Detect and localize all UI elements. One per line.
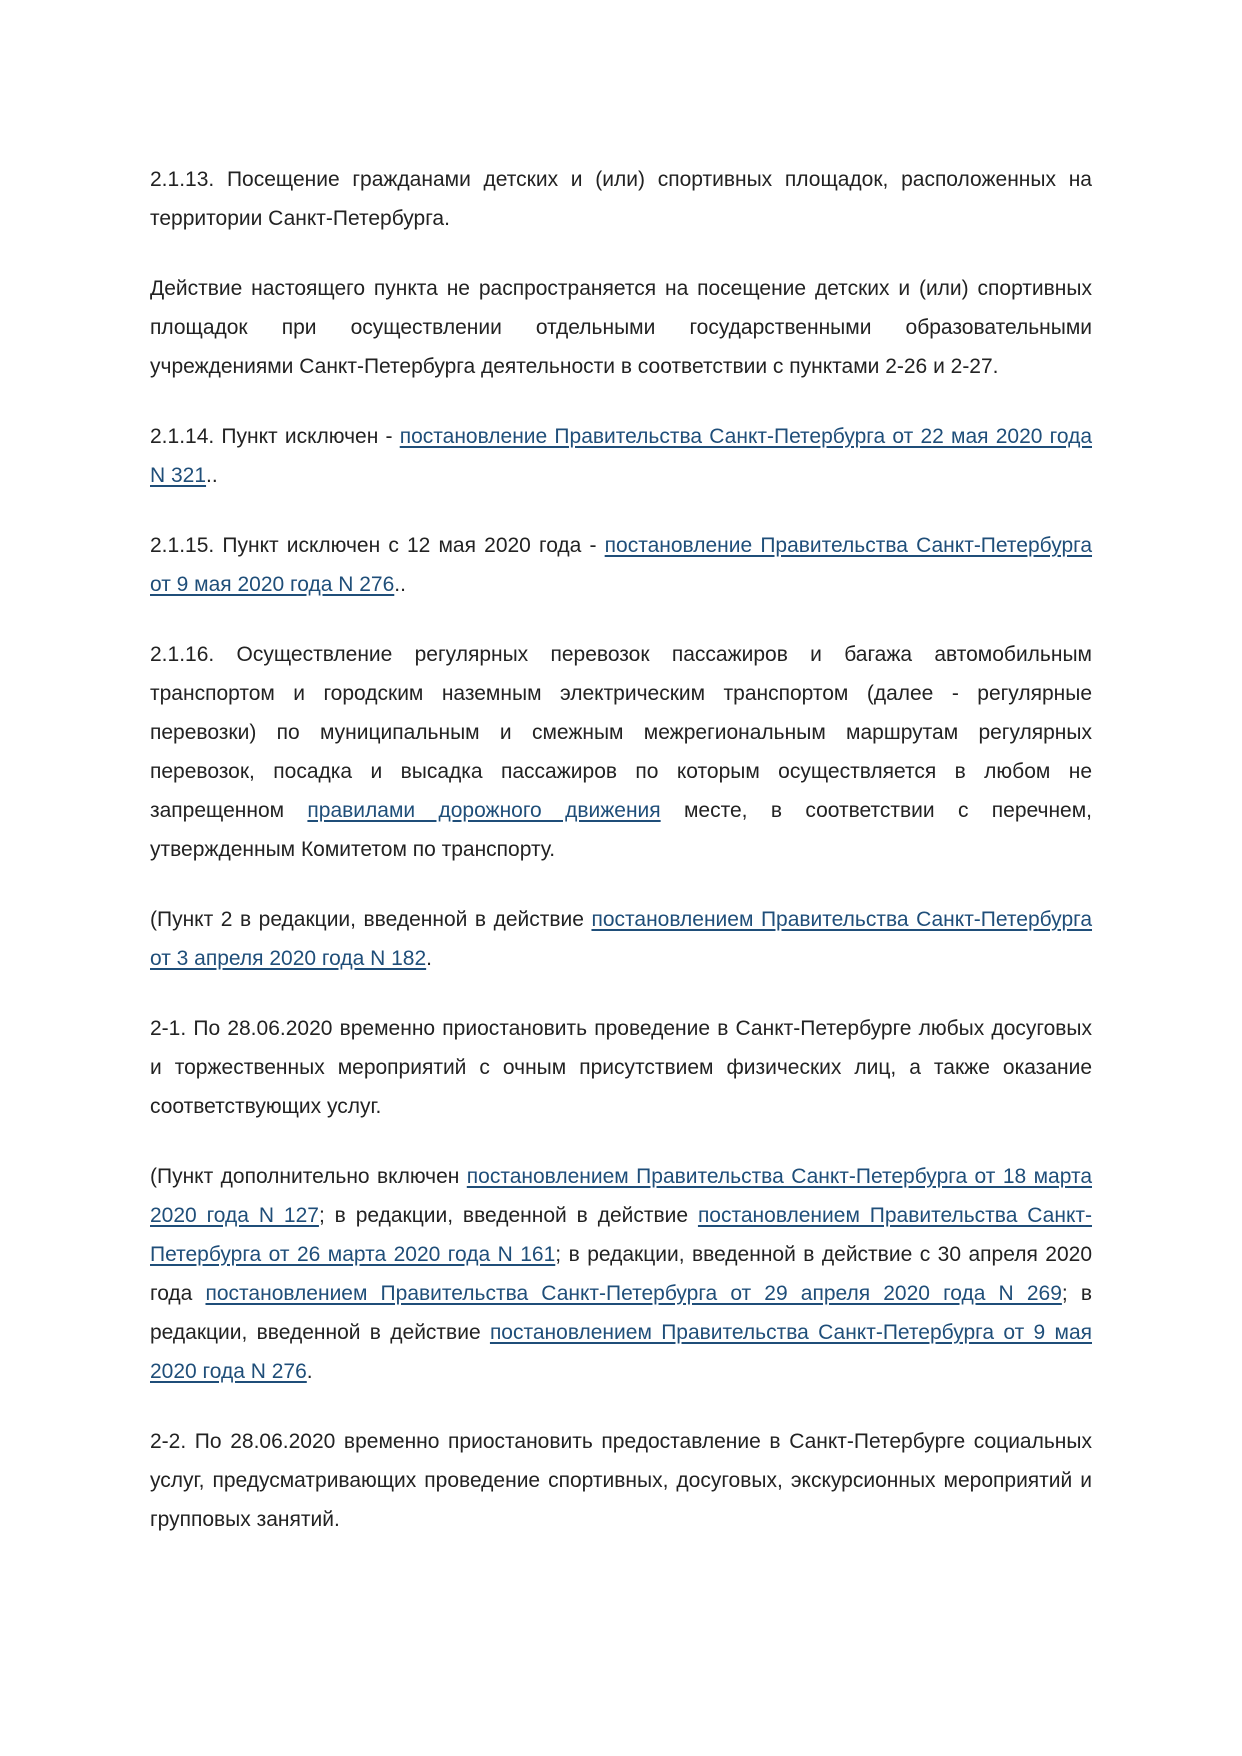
paragraph-text: 2.1.15. Пункт исключен с 12 мая 2020 года - [150, 534, 605, 557]
paragraph-text: ; в редакции, введенной в действие [318, 1204, 698, 1227]
paragraph-p-note-2 [150, 900, 1092, 978]
legal-reference-link[interactable]: постановлением Правительства Санкт-Петербурга от 18 марта 2020 года N 127 [150, 1165, 1092, 1227]
paragraph-text: 2.1.16. Осуществление регулярных перевозок пассажиров и багажа автомобильным транспортом и городским наземным электрическим транспортом (далее - регулярные перевозки) по муниципальным и смежным межрегиональным маршрутам регулярных перевозок, посадка и высадка пассажиров по которым осуществляется в любом не запрещенном [150, 643, 1092, 822]
legal-reference-link[interactable]: постановлением Правительства Санкт-Петербурга от 3 апреля 2020 года N 182 [150, 908, 1093, 970]
paragraph-p-2-2 [150, 1422, 1092, 1539]
paragraph-p-2-1-15 [150, 526, 1092, 604]
paragraph-text: ; в редакции, введенной в действие с 30 апреля 2020 года [150, 1243, 1092, 1305]
paragraph-text: 2-1. По 28.06.2020 временно приостановить проведение в Санкт-Петербурге любых досуговых и торжественных мероприятий с очным присутствием физических лиц, а также оказание соответствующих услуг. [150, 1017, 1092, 1118]
paragraph-text: .. [394, 573, 406, 596]
paragraph-text: (Пункт 2 в редакции, введенной в действие [150, 908, 592, 931]
paragraph-text: .. [206, 464, 218, 487]
paragraph-text: Действие настоящего пункта не распространяется на посещение детских и (или) спортивных площадок при осуществлении отдельными государственными образовательными учреждениями Санкт-Петербурга деятельности в соответствии с пунктами 2-26 и 2-27. [150, 277, 1092, 378]
paragraph-text: . [306, 1360, 313, 1383]
paragraph-text: . [426, 947, 432, 970]
paragraph-p-2-1 [150, 1009, 1092, 1126]
paragraph-p-2-1-14 [150, 417, 1092, 495]
paragraph-text: ; в редакции, введенной в действие [150, 1282, 1093, 1344]
legal-reference-link[interactable]: постановлением Правительства Санкт-Петербурга от 29 апреля 2020 года N 269 [205, 1282, 1062, 1305]
paragraph-text: (Пункт дополнительно включен [150, 1165, 467, 1188]
legal-reference-link[interactable]: постановлением Правительства Санкт-Петербурга от 26 марта 2020 года N 161 [150, 1204, 1092, 1266]
paragraph-p-2-1-13 [150, 160, 1092, 238]
paragraph-p-exception [150, 269, 1092, 386]
paragraph-text: 2-2. По 28.06.2020 временно приостановить предоставление в Санкт-Петербурге социальных услуг, предусматривающих проведение спортивных, досуговых, экскурсионных мероприятий и групповых занятий. [150, 1430, 1092, 1531]
legal-reference-link[interactable]: постановлением Правительства Санкт-Петербурга от 9 мая 2020 года N 276 [150, 1321, 1092, 1383]
paragraph-p-2-1-16 [150, 635, 1092, 869]
legal-reference-link[interactable]: постановление Правительства Санкт-Петербурга от 9 мая 2020 года N 276 [150, 534, 1093, 596]
paragraph-text: месте, в соответствии с перечнем, утвержденным Комитетом по транспорту. [150, 799, 1092, 861]
document-page [150, 160, 1092, 1539]
legal-reference-link[interactable]: постановление Правительства Санкт-Петербурга от 22 мая 2020 года N 321 [150, 425, 1092, 487]
paragraph-text: 2.1.13. Посещение гражданами детских и (или) спортивных площадок, расположенных на территории Санкт-Петербурга. [150, 168, 1092, 230]
legal-reference-link[interactable]: правилами дорожного движения [307, 799, 661, 822]
paragraph-text: 2.1.14. Пункт исключен - [150, 425, 400, 448]
paragraph-p-note-2-1 [150, 1157, 1092, 1391]
